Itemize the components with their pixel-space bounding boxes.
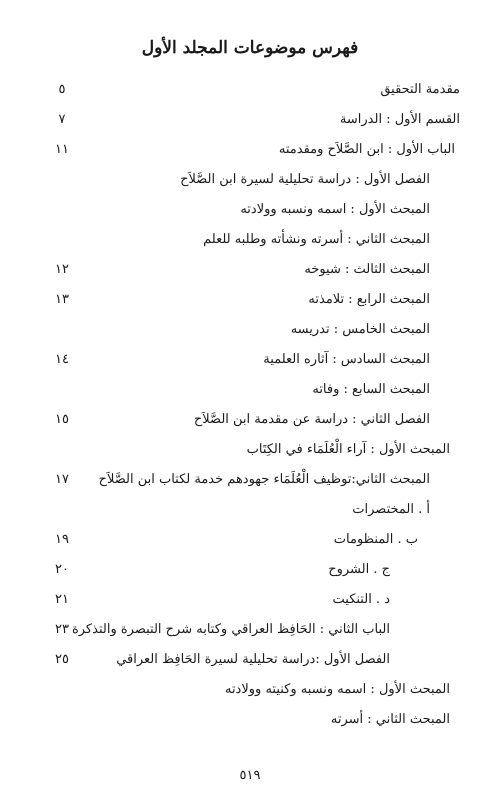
toc-entry-page: ١٣ — [55, 292, 69, 307]
toc-entry — [0, 288, 500, 318]
toc-entry-text: د . التنكيت — [332, 592, 390, 607]
toc-entry — [0, 708, 500, 738]
toc-entry-text: القسم الأول : الدراسة — [339, 112, 460, 127]
toc-entry-text: المبحث الثاني : أسرته — [330, 712, 450, 727]
toc-entry-text: المبحث السادس : آثاره العلمية — [263, 352, 430, 367]
toc-entry — [0, 378, 500, 408]
toc-entry-text: المبحث الخامس : تدريسه — [290, 322, 430, 337]
toc-entry-page: ٢٠ — [55, 562, 69, 577]
toc-entry-text: المبحث الأول : اسمه ونسبه وولادته — [240, 202, 430, 217]
toc-entry — [0, 258, 500, 288]
toc-entry-page: ١٥ — [55, 412, 69, 427]
toc-entry — [0, 648, 500, 678]
page-number: ٥١٩ — [239, 768, 261, 783]
toc-entry-page: ٢١ — [55, 592, 69, 607]
toc-entry-text: المبحث الأول : آراء الْعُلَمَاء في الكِتَاب — [246, 442, 450, 457]
toc-entry — [0, 168, 500, 198]
toc-entry-page: ١٤ — [55, 352, 69, 367]
toc-entry-text: المبحث الثالث : شيوخه — [304, 262, 430, 277]
toc-entry-text: أ . المختصرات — [352, 502, 430, 517]
toc-entry-page: ١٩ — [55, 532, 69, 547]
toc-entry — [0, 438, 500, 468]
toc-entry-text: المبحث الثاني : أسرته ونشأته وطلبه للعلم — [203, 232, 430, 247]
toc-entry-page: ٧ — [58, 112, 66, 127]
toc-entry-text: المبحث الرابع : تلامذته — [308, 292, 430, 307]
toc-entry-text: المبحث السابع : وفاته — [312, 382, 430, 397]
toc-entry-text: ج . الشروح — [328, 562, 390, 577]
toc-entry-page: ١١ — [55, 142, 69, 157]
page-title: فهرس موضوعات المجلد الأول — [141, 38, 359, 58]
toc-entry — [0, 468, 500, 498]
toc-entry — [0, 318, 500, 348]
toc-entry — [0, 498, 500, 528]
toc-entry-page: ٢٥ — [55, 652, 69, 667]
toc-entry — [0, 678, 500, 708]
toc-entry-page: ١٧ — [55, 472, 69, 487]
toc-entry-page: ١٢ — [55, 262, 69, 277]
toc-entry — [0, 138, 500, 168]
toc-entry — [0, 108, 500, 138]
toc-entry — [0, 408, 500, 438]
toc-entry — [0, 618, 500, 648]
toc-entry — [0, 528, 500, 558]
toc-entry — [0, 78, 500, 108]
toc-entry-text: مقدمة التحقيق — [380, 82, 460, 97]
toc-entry — [0, 348, 500, 378]
toc-entry-page: ٥ — [58, 82, 66, 97]
toc-entry-text: الباب الأول : ابن الصَّلاَح ومقدمته — [278, 142, 455, 157]
toc-list — [0, 78, 500, 738]
toc-entry-text: الباب الثاني : الحَافِظ العراقي وكتابه شرح التبصرة والتذكرة — [71, 622, 390, 637]
toc-entry-text: الفصل الأول : دراسة تحليلية لسيرة ابن الصَّلاَح — [180, 172, 430, 187]
toc-entry — [0, 228, 500, 258]
toc-entry-text: المبحث الثاني:توظيف الْعُلَمَاء جهودهم خدمة لكتاب ابن الصَّلاَح — [98, 472, 430, 487]
toc-entry-text: الفصل الثاني : دراسة عن مقدمة ابن الصَّلاَح — [193, 412, 430, 427]
toc-entry — [0, 588, 500, 618]
toc-entry-page: ٢٣ — [55, 622, 69, 637]
toc-entry-text: الفصل الأول :دراسة تحليلية لسيرة الحَافِظ العراقي — [116, 652, 390, 667]
toc-entry — [0, 558, 500, 588]
toc-entry — [0, 198, 500, 228]
toc-entry-text: المبحث الأول : اسمه ونسبه وكنيته وولادته — [224, 682, 450, 697]
toc-entry-text: ب . المنظومات — [333, 532, 418, 547]
